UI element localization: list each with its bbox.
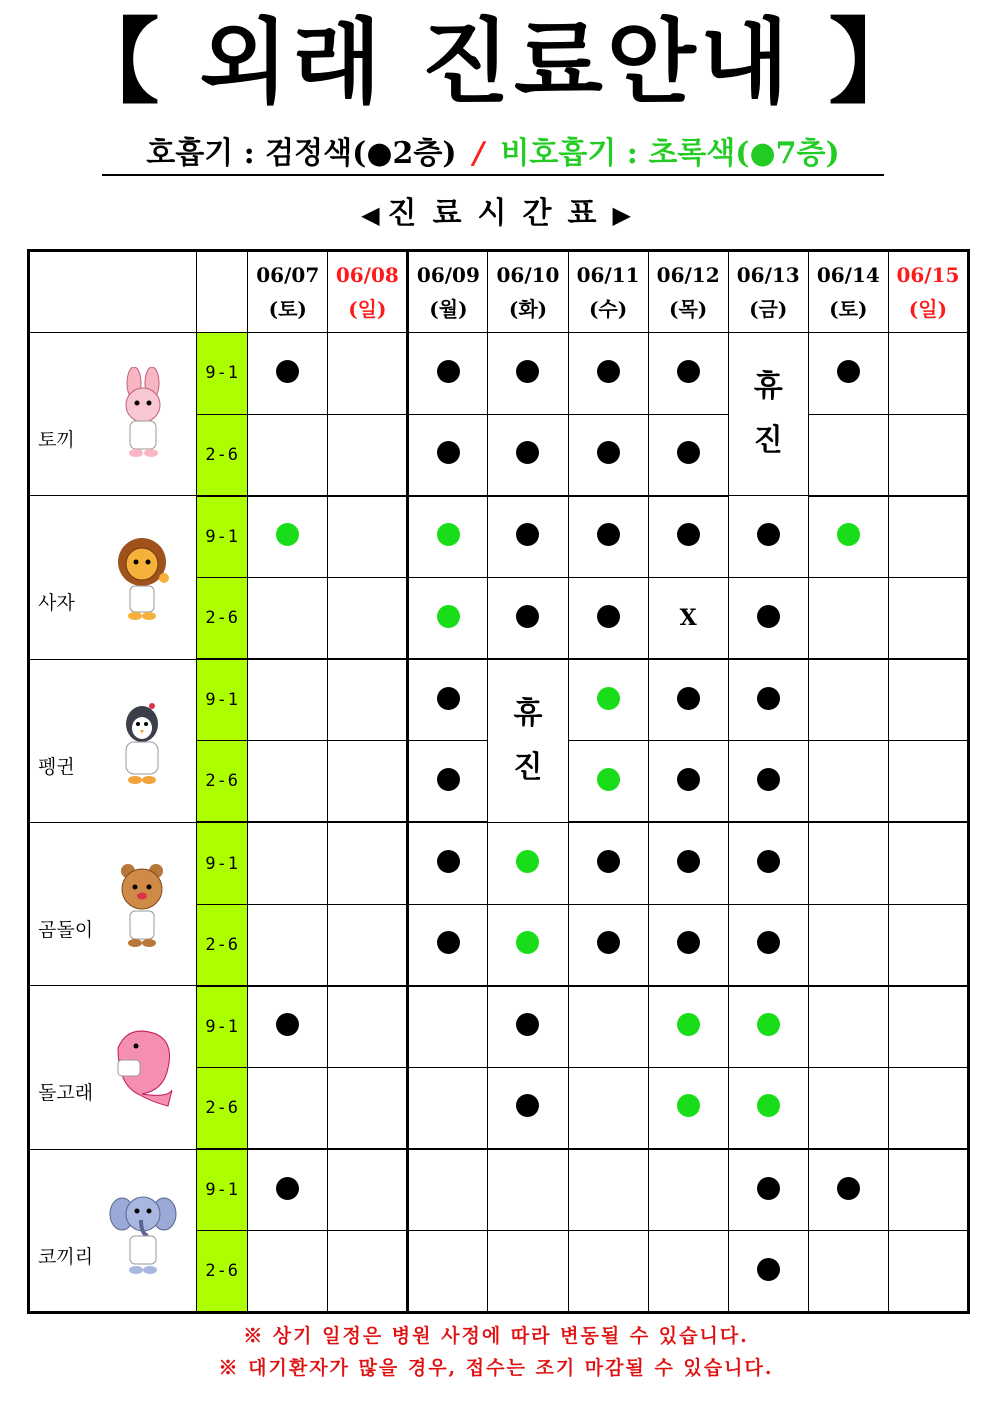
black-dot-icon [437, 360, 460, 383]
empty-cell [808, 1231, 888, 1313]
black-dot-icon [437, 931, 460, 954]
black-dot-icon [757, 687, 780, 710]
time-slot-label: 2-6 [197, 904, 248, 986]
black-dot-icon [276, 360, 299, 383]
empty-cell [328, 496, 408, 578]
black-dot-icon [597, 441, 620, 464]
nonrespiratory-clinic-dot [648, 986, 728, 1068]
respiratory-clinic-dot [408, 904, 488, 986]
day-weekday: (금) [749, 297, 788, 321]
empty-cell [648, 1231, 728, 1313]
green-dot-icon [516, 850, 539, 873]
empty-cell [248, 659, 328, 741]
empty-cell [648, 1149, 728, 1231]
empty-cell [488, 1149, 568, 1231]
schedule-row [29, 333, 969, 415]
time-slot-label: 9-1 [197, 822, 248, 904]
respiratory-clinic-dot [248, 986, 328, 1068]
empty-cell [808, 659, 888, 741]
empty-cell [808, 414, 888, 496]
schedule-subtitle [0, 192, 992, 237]
empty-cell [808, 822, 888, 904]
nonrespiratory-clinic-dot [568, 659, 648, 741]
footer-notes [0, 1320, 992, 1384]
doctor-cell [29, 659, 197, 822]
empty-cell [568, 1149, 648, 1231]
closed-label: 진 [753, 423, 783, 459]
penguin-doctor-icon [108, 694, 180, 786]
legend-nonrespiratory-label: 비호흡기 : 초록색( [500, 136, 750, 171]
day-date: 06/08 [335, 263, 399, 287]
black-dot-icon [677, 441, 700, 464]
empty-cell [328, 1149, 408, 1231]
respiratory-clinic-dot [248, 1149, 328, 1231]
empty-cell [888, 1231, 968, 1313]
day-header [728, 251, 808, 333]
schedule-row [29, 822, 969, 904]
respiratory-clinic-dot [808, 333, 888, 415]
nonrespiratory-clinic-dot [568, 741, 648, 823]
legend-nonrespiratory-floor: 7층) [775, 136, 840, 171]
empty-cell [888, 904, 968, 986]
respiratory-clinic-dot [648, 333, 728, 415]
respiratory-clinic-dot [728, 577, 808, 659]
black-dot-icon [276, 1177, 299, 1200]
empty-cell [248, 741, 328, 823]
title-open-bracket: 【 [67, 9, 164, 116]
doctor-name: 코끼리 [38, 1245, 94, 1268]
empty-cell [248, 1067, 328, 1149]
empty-cell [888, 659, 968, 741]
empty-cell [888, 333, 968, 415]
x-mark: X [679, 605, 697, 632]
time-slot-label: 9-1 [197, 496, 248, 578]
day-date: 06/11 [576, 263, 640, 287]
empty-cell [248, 577, 328, 659]
black-dot-icon [837, 1177, 860, 1200]
empty-cell [328, 986, 408, 1068]
empty-cell [328, 414, 408, 496]
black-dot-icon [837, 360, 860, 383]
empty-cell [568, 1231, 648, 1313]
black-dot-icon [757, 850, 780, 873]
day-header [488, 251, 568, 333]
black-dot-icon [516, 1013, 539, 1036]
doctor-name: 곰돌이 [38, 918, 94, 941]
page-title [0, 8, 992, 118]
left-triangle-icon: ◀ [361, 201, 380, 229]
respiratory-clinic-dot [568, 822, 648, 904]
doctor-cell [29, 822, 197, 985]
empty-cell [408, 1067, 488, 1149]
empty-cell [248, 822, 328, 904]
black-dot-icon [516, 441, 539, 464]
legend-respiratory-label: 호흡기 : 검정색( [146, 136, 367, 171]
time-slot-label: 9-1 [197, 986, 248, 1068]
nonrespiratory-clinic-dot [488, 822, 568, 904]
time-slot-label: 2-6 [197, 414, 248, 496]
respiratory-clinic-dot [808, 1149, 888, 1231]
day-header [888, 251, 968, 333]
time-slot-label: 9-1 [197, 659, 248, 741]
respiratory-clinic-dot [568, 414, 648, 496]
black-dot-icon [437, 850, 460, 873]
respiratory-clinic-dot [568, 333, 648, 415]
legend-separator: / [473, 136, 484, 171]
respiratory-clinic-dot [648, 741, 728, 823]
lion-doctor-icon [108, 530, 180, 622]
respiratory-clinic-dot [408, 333, 488, 415]
closed-label: 휴 [513, 696, 543, 732]
day-date: 06/15 [896, 263, 960, 287]
closed-cell [488, 659, 568, 822]
respiratory-clinic-dot [408, 659, 488, 741]
empty-cell [808, 741, 888, 823]
empty-cell [808, 577, 888, 659]
black-dot-icon [276, 1013, 299, 1036]
doctor-cell [29, 333, 197, 496]
schedule-row [29, 496, 969, 578]
black-dot-icon [516, 523, 539, 546]
green-dot-icon [276, 523, 299, 546]
time-slot-label: 2-6 [197, 577, 248, 659]
nonrespiratory-clinic-dot [408, 577, 488, 659]
black-dot-icon [677, 768, 700, 791]
respiratory-clinic-dot [648, 904, 728, 986]
title-close-bracket: 】 [828, 9, 925, 116]
respiratory-clinic-dot [728, 496, 808, 578]
empty-cell [888, 986, 968, 1068]
time-slot-label: 2-6 [197, 741, 248, 823]
empty-cell [888, 822, 968, 904]
respiratory-clinic-dot [568, 496, 648, 578]
respiratory-clinic-dot [568, 577, 648, 659]
green-dot-icon [597, 687, 620, 710]
green-dot-icon [757, 1094, 780, 1117]
nonrespiratory-clinic-dot [248, 496, 328, 578]
empty-cell [328, 333, 408, 415]
empty-cell [488, 1231, 568, 1313]
closed-cell [728, 333, 808, 496]
color-legend [102, 134, 884, 176]
empty-cell [888, 1149, 968, 1231]
black-dot-icon [757, 523, 780, 546]
day-date: 06/14 [816, 263, 880, 287]
respiratory-clinic-dot [728, 904, 808, 986]
title-text: 외래 진료안내 [199, 9, 793, 116]
time-slot-label: 2-6 [197, 1231, 248, 1313]
bear-doctor-icon [108, 857, 180, 949]
empty-cell [888, 496, 968, 578]
green-dot-icon [437, 523, 460, 546]
legend-respiratory-dot: ● [366, 136, 393, 171]
dolphin-doctor-icon [108, 1020, 180, 1112]
empty-cell [888, 414, 968, 496]
empty-cell [248, 904, 328, 986]
note-early-close: ※ 대기환자가 많을 경우, 접수는 조기 마감될 수 있습니다. [218, 1357, 774, 1379]
day-weekday: (수) [588, 297, 628, 321]
nonrespiratory-clinic-dot [808, 496, 888, 578]
closed-label: 진 [513, 750, 543, 786]
day-header [408, 251, 488, 333]
day-header [648, 251, 728, 333]
header-doctor-cell [29, 251, 197, 333]
day-date: 06/09 [416, 263, 480, 287]
green-dot-icon [597, 768, 620, 791]
black-dot-icon [677, 687, 700, 710]
respiratory-clinic-dot [648, 496, 728, 578]
day-weekday: (월) [429, 297, 468, 321]
schedule-table [27, 249, 970, 1314]
subtitle-text: 진료시간표 [387, 196, 613, 231]
empty-cell [328, 1067, 408, 1149]
black-dot-icon [516, 605, 539, 628]
day-header [808, 251, 888, 333]
respiratory-clinic-dot [248, 333, 328, 415]
nonrespiratory-clinic-dot [488, 904, 568, 986]
respiratory-clinic-dot [568, 904, 648, 986]
green-dot-icon [757, 1013, 780, 1036]
respiratory-clinic-dot [728, 659, 808, 741]
doctor-name: 돌고래 [38, 1082, 94, 1105]
doctor-name: 토끼 [38, 429, 75, 451]
respiratory-clinic-dot [728, 1231, 808, 1313]
header-slot-cell [197, 251, 248, 333]
day-date: 06/13 [736, 263, 800, 287]
empty-cell [328, 822, 408, 904]
empty-cell [568, 1067, 648, 1149]
empty-cell [328, 904, 408, 986]
respiratory-clinic-dot [648, 414, 728, 496]
legend-nonrespiratory-dot: ● [749, 136, 776, 171]
respiratory-clinic-dot [488, 496, 568, 578]
green-dot-icon [437, 605, 460, 628]
respiratory-clinic-dot [728, 741, 808, 823]
elephant-doctor-icon [108, 1184, 180, 1276]
green-dot-icon [677, 1094, 700, 1117]
day-header [568, 251, 648, 333]
day-weekday: (토) [829, 297, 868, 321]
black-dot-icon [597, 931, 620, 954]
day-date: 06/10 [496, 263, 560, 287]
empty-cell [248, 1231, 328, 1313]
nonrespiratory-clinic-dot [728, 1067, 808, 1149]
empty-cell [808, 986, 888, 1068]
black-dot-icon [677, 523, 700, 546]
empty-cell [808, 904, 888, 986]
empty-cell [808, 1067, 888, 1149]
doctor-name: 펭귄 [38, 755, 75, 778]
day-header [328, 251, 408, 333]
empty-cell [248, 414, 328, 496]
respiratory-clinic-dot [488, 1067, 568, 1149]
nonrespiratory-clinic-dot [648, 1067, 728, 1149]
empty-cell [888, 577, 968, 659]
black-dot-icon [757, 931, 780, 954]
day-header [248, 251, 328, 333]
black-dot-icon [516, 1094, 539, 1117]
black-dot-icon [597, 605, 620, 628]
green-dot-icon [677, 1013, 700, 1036]
respiratory-clinic-dot [488, 986, 568, 1068]
black-dot-icon [516, 360, 539, 383]
respiratory-clinic-dot [728, 1149, 808, 1231]
respiratory-clinic-dot [488, 414, 568, 496]
empty-cell [328, 659, 408, 741]
respiratory-clinic-dot [408, 822, 488, 904]
black-dot-icon [597, 360, 620, 383]
empty-cell [328, 741, 408, 823]
day-weekday: (목) [669, 297, 708, 321]
rabbit-doctor-icon [108, 367, 180, 459]
respiratory-clinic-dot [648, 659, 728, 741]
empty-cell [568, 986, 648, 1068]
day-date: 06/07 [256, 263, 320, 287]
black-dot-icon [677, 931, 700, 954]
empty-cell [328, 577, 408, 659]
note-schedule-change: ※ 상기 일정은 병원 사정에 따라 변동될 수 있습니다. [243, 1325, 749, 1347]
black-dot-icon [437, 687, 460, 710]
respiratory-clinic-dot [648, 822, 728, 904]
header-row [29, 251, 969, 333]
black-dot-icon [757, 768, 780, 791]
schedule-row [29, 659, 969, 741]
time-slot-label: 9-1 [197, 1149, 248, 1231]
respiratory-clinic-dot [408, 741, 488, 823]
doctor-name: 사자 [38, 592, 75, 615]
nonrespiratory-clinic-dot [728, 986, 808, 1068]
black-dot-icon [757, 605, 780, 628]
day-weekday: (일) [908, 297, 948, 321]
green-dot-icon [516, 931, 539, 954]
doctor-cell [29, 1149, 197, 1312]
black-dot-icon [757, 1177, 780, 1200]
black-dot-icon [597, 523, 620, 546]
empty-cell [408, 1231, 488, 1313]
empty-cell [408, 1149, 488, 1231]
time-slot-label: 9-1 [197, 333, 248, 415]
empty-cell [888, 741, 968, 823]
nonrespiratory-clinic-dot [408, 496, 488, 578]
green-dot-icon [837, 523, 860, 546]
legend-respiratory-floor: 2층) [392, 136, 457, 171]
black-dot-icon [677, 360, 700, 383]
unavailable-cell [648, 577, 728, 659]
schedule-row [29, 986, 969, 1068]
right-triangle-icon: ▶ [612, 201, 631, 229]
respiratory-clinic-dot [728, 822, 808, 904]
day-weekday: (화) [508, 297, 548, 321]
doctor-cell [29, 496, 197, 659]
black-dot-icon [757, 1258, 780, 1281]
schedule-row [29, 1149, 969, 1231]
black-dot-icon [437, 441, 460, 464]
day-weekday: (토) [268, 297, 307, 321]
black-dot-icon [597, 850, 620, 873]
respiratory-clinic-dot [488, 333, 568, 415]
respiratory-clinic-dot [488, 577, 568, 659]
black-dot-icon [677, 850, 700, 873]
empty-cell [328, 1231, 408, 1313]
doctor-cell [29, 986, 197, 1149]
respiratory-clinic-dot [408, 414, 488, 496]
empty-cell [408, 986, 488, 1068]
empty-cell [888, 1067, 968, 1149]
time-slot-label: 2-6 [197, 1067, 248, 1149]
day-weekday: (일) [348, 297, 387, 321]
closed-label: 휴 [753, 369, 783, 405]
day-date: 06/12 [656, 263, 720, 287]
black-dot-icon [437, 768, 460, 791]
